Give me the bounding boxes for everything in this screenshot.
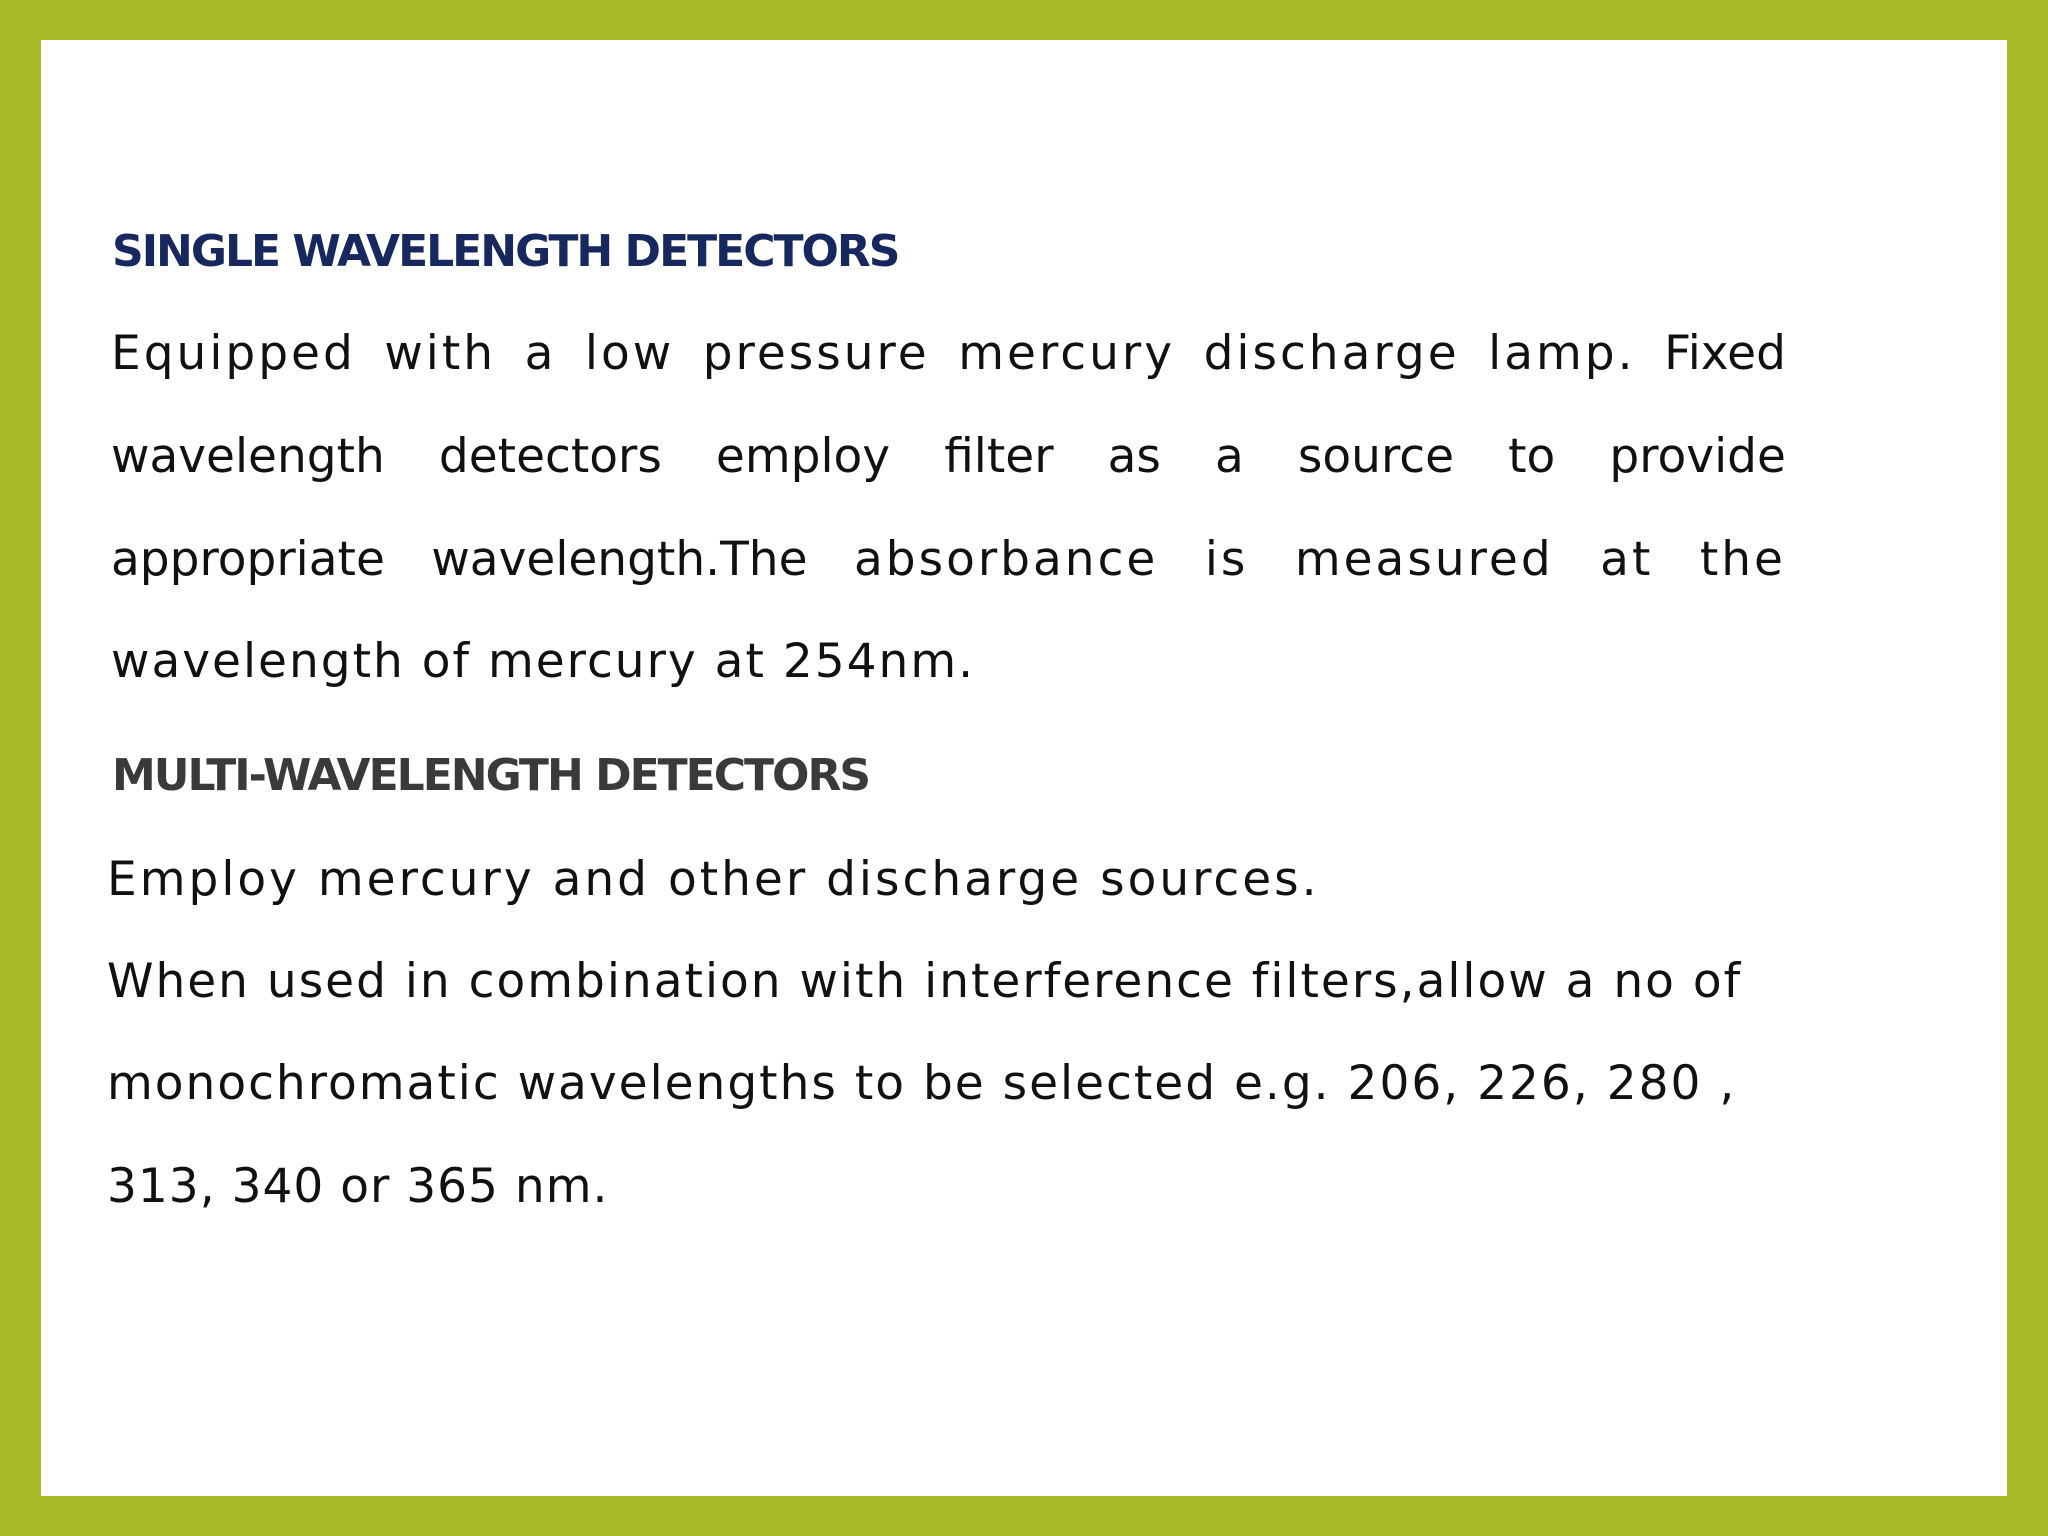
slide-canvas	[41, 40, 2007, 1496]
word: to	[1508, 429, 1556, 484]
word: with	[384, 326, 497, 381]
word: employ	[715, 429, 891, 484]
word: measured	[1294, 532, 1554, 587]
multi-paragraph-line-3: monochromatic wavelengths to be selected e.g. 206, 226, 280 ,	[107, 1056, 1737, 1111]
word: source	[1297, 429, 1454, 484]
word: lamp.	[1488, 326, 1636, 381]
word: low	[584, 326, 675, 381]
slide-content	[41, 40, 2007, 1496]
multi-paragraph-line-1: Employ mercury and other discharge sources.	[107, 852, 1320, 907]
word: absorbance	[853, 532, 1159, 587]
word: as	[1107, 429, 1161, 484]
word: is	[1204, 532, 1249, 587]
word: discharge	[1203, 326, 1460, 381]
multi-paragraph-line-4: 313, 340 or 365 nm.	[107, 1159, 609, 1214]
word: wavelength	[111, 429, 385, 484]
word: wavelength.The	[431, 532, 808, 587]
multi-wavelength-detectors-heading: MULTI-WAVELENGTH DETECTORS	[112, 750, 870, 801]
word: filter	[944, 429, 1054, 484]
word: provide	[1609, 429, 1786, 484]
word: Equipped	[111, 326, 356, 381]
single-paragraph-line-2	[111, 429, 1786, 484]
word: Fixed	[1664, 326, 1786, 381]
word: appropriate	[111, 532, 385, 587]
single-wavelength-detectors-heading: SINGLE WAVELENGTH DETECTORS	[112, 226, 899, 277]
single-paragraph-line-4: wavelength of mercury at 254nm.	[111, 634, 976, 689]
word: mercury	[958, 326, 1176, 381]
word: a	[1215, 429, 1244, 484]
multi-paragraph-line-2: When used in combination with interference filters,allow a no of	[107, 954, 1743, 1009]
word: at	[1600, 532, 1654, 587]
single-paragraph-line-3	[111, 532, 1786, 587]
single-paragraph-line-1	[111, 326, 1786, 381]
word: pressure	[702, 326, 930, 381]
word: the	[1699, 532, 1786, 587]
word: a	[524, 326, 557, 381]
word: detectors	[438, 429, 662, 484]
